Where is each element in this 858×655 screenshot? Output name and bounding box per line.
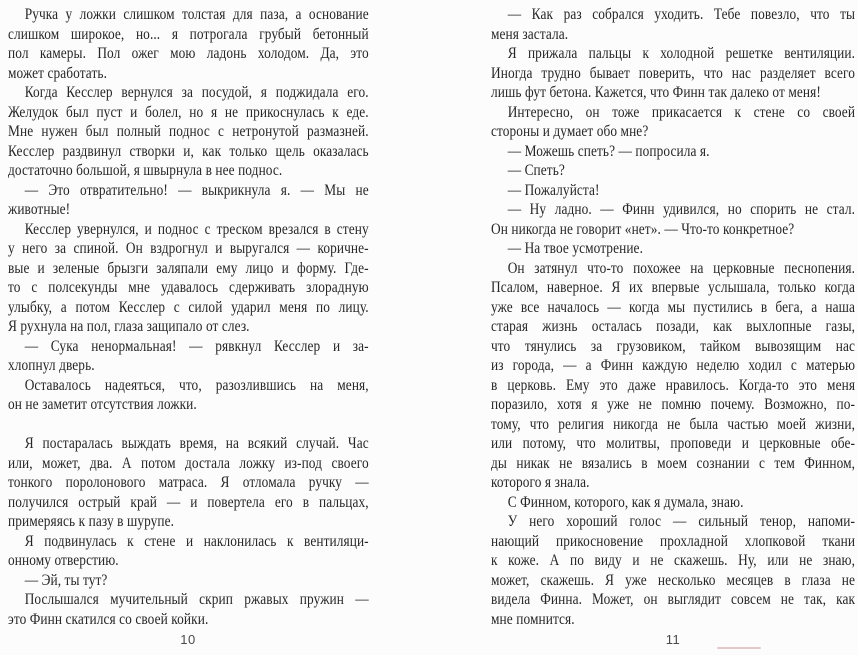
text-line: Он никогда не говорит «нет». — Что-то конкретное?: [491, 220, 795, 238]
text-line: стороны и думает обо мне?: [491, 123, 649, 140]
text-line: Когда Кесслер вернулся за посудой, я поджидала его.: [24, 84, 369, 101]
page-number-left: 10: [180, 632, 196, 647]
text-line: Интересно, он тоже прикасается к стене со своей: [507, 103, 856, 121]
text-line: меня застала.: [491, 25, 569, 43]
text-line: Псалом, наверное. Я их впервые услышала, только когда: [491, 279, 856, 296]
text-line: достаточно большой, я швырнула в нее поднос.: [8, 162, 283, 179]
text-line: тонкого поролонового матраса. Я отломала ручку —: [8, 474, 369, 491]
text-line: Он затянул что-то похожее на церковные песнопения.: [507, 259, 856, 277]
text-line: животные!: [8, 201, 71, 218]
text-line: — На твое усмотрение.: [507, 240, 643, 257]
book-page-left-text: [8, 5, 369, 629]
text-line: мне помнится.: [491, 610, 575, 628]
text-line: или, может, два. А потом достала ложку из-под своего: [8, 454, 369, 472]
text-line: может, скажешь. Я уже несколько месяцев в глаза не: [491, 571, 856, 589]
text-line: вые и зеленые брызги заляпали ему лицо и форму. Где-: [8, 259, 369, 277]
text-line: может сработать.: [8, 64, 107, 82]
text-line: уже все началось — когда мы пустились в бега, а наша: [491, 298, 856, 316]
text-line: Я прижала пальцы к холодной решетке вентиляции.: [507, 45, 856, 62]
text-line: нающий прикосновение прохладной хлопковой ткани: [491, 532, 856, 550]
text-line: — Сука ненормальная! — рявкнул Кесслер и за-: [24, 337, 369, 355]
text-line: онному отверстию.: [8, 552, 119, 569]
text-line: пол камеры. Пол ожег мою ладонь холодом. Да, это: [8, 45, 369, 62]
pink-underline-mark: [717, 647, 761, 649]
text-line: Оставалось надеяться, что, разозлившись на меня,: [24, 376, 369, 394]
text-line: в церковь. Ему это даже нравилось. Когда-то это меня: [491, 376, 856, 394]
text-line: хлопнул дверь.: [8, 357, 95, 374]
text-line: — Спеть?: [507, 162, 565, 179]
page-number-right: 11: [665, 632, 681, 647]
text-line: Иногда трудно бывает поверить, что нас разделяет всего: [491, 64, 856, 82]
text-line: или потому, что молитвы, проповеди и церковные обе-: [491, 435, 856, 452]
text-line: — Можешь спеть? — попросила я.: [507, 142, 710, 160]
text-line: улыбку, а потом Кесслер с силой ударил меня по лицу.: [8, 298, 369, 316]
text-line: — Как раз собрался уходить. Тебе повезло, что ты: [507, 6, 856, 23]
text-line: он не заметит отсутствия ложки.: [8, 396, 197, 413]
text-line: — Это отвратительно! — выкрикнула я. — Мы не: [24, 181, 369, 199]
text-line: — Пожалуйста!: [507, 181, 600, 199]
text-line: — Эй, ты тут?: [24, 571, 108, 589]
text-line: Послышался мучительный скрип ржавых пружин —: [24, 591, 369, 608]
text-line: тому, что религия никогда не была частью моей жизни,: [491, 415, 856, 433]
text-line: Кесслер раздвинул створки и, как только щель оказалась: [8, 142, 369, 160]
text-line: Я рухнула на пол, глаза защипало от слез.: [8, 318, 250, 335]
text-line: ды никак не вязались в моем сознании с тем Финном,: [491, 454, 856, 472]
text-line: С Финном, которого, как я думала, знаю.: [507, 493, 744, 511]
scene-break: [8, 415, 369, 435]
text-line: Мне нужен был полный поднос с нетронутой размазней.: [8, 123, 369, 140]
text-line: у него за спиной. Он вздрогнул и выругался — коричне-: [8, 240, 369, 257]
text-line: которого я знала.: [491, 474, 590, 491]
text-line: видела Финна. Может, он выглядит совсем не так, как: [491, 591, 856, 608]
text-line: что тянулись за грузовиком, тайком вывозящим нас: [491, 337, 856, 355]
text-line: Ручка у ложки слишком толстая для паза, а основание: [24, 6, 369, 23]
text-line: У него хороший голос — сильный тенор, напоми-: [507, 513, 856, 530]
text-line: к коже. А по виду и не скажешь. Ну, или не знаю,: [491, 552, 856, 569]
text-line: поразило, хотя я уже не помню почему. Возможно, по-: [491, 396, 856, 413]
text-line: — Ну ладно. — Финн удивился, но спорить не стал.: [507, 201, 856, 218]
text-line: старая жизнь осталась позади, как выхлопные газы,: [491, 318, 856, 335]
text-line: Я подвинулась к стене и наклонилась к вентиляци-: [24, 532, 369, 550]
text-line: то с полсекунды мне удавалось сдерживать злорадную: [8, 279, 369, 296]
text-line: это Финн скатился со своей койки.: [8, 610, 209, 628]
book-page-right-text: [491, 5, 855, 629]
text-line: Кесслер увернулся, и поднос с треском врезался в стену: [24, 220, 369, 238]
text-line: Желудок был пуст и болел, но я не прикоснулась к еде.: [8, 103, 369, 121]
text-line: из города, — а Финн каждую неделю ходил с матерью: [491, 357, 856, 374]
text-line: слишком широкое, но... я потрогала грубый бетонный: [8, 25, 369, 43]
text-line: примеряясь к пазу в шурупе.: [8, 513, 175, 530]
text-line: лишь фут бетона. Кажется, что Финн так далеко от меня!: [491, 84, 821, 101]
text-line: получился острый край — и повертела его в пальцах,: [8, 493, 369, 511]
text-line: Я постаралась выждать время, на всякий случай. Час: [24, 435, 369, 452]
